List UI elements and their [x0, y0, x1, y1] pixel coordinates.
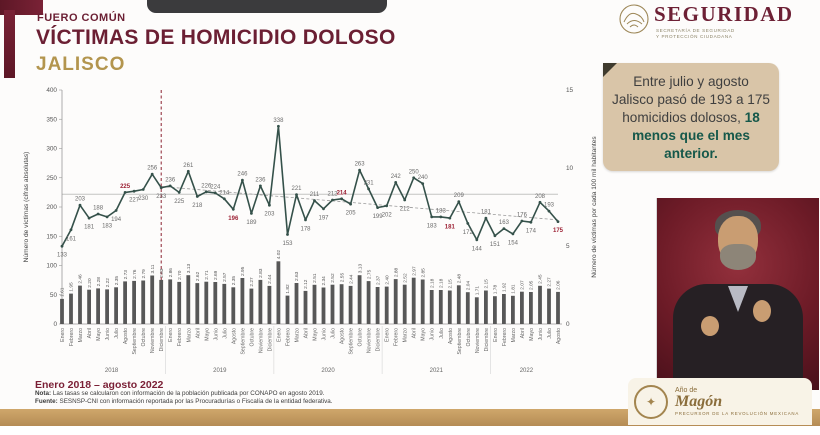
svg-text:199: 199: [372, 214, 383, 221]
svg-text:196: 196: [228, 215, 239, 222]
svg-text:2.57: 2.57: [223, 272, 228, 282]
svg-text:Abril: Abril: [303, 328, 310, 339]
svg-text:Número de víctimas (cifras abs: Número de víctimas (cifras absolutas): [23, 151, 30, 263]
svg-text:Octubre: Octubre: [465, 328, 472, 347]
svg-text:205: 205: [345, 210, 356, 217]
page-title: VÍCTIMAS DE HOMICIDIO DOLOSO: [36, 26, 396, 49]
svg-text:Abril: Abril: [411, 328, 418, 339]
chart-note: Nota: Las tasas se calcularon con información de la población publicada por CONAPO en agosto 2019.: [35, 390, 325, 397]
svg-text:0: 0: [53, 321, 57, 328]
svg-text:208: 208: [534, 193, 546, 200]
bottom-margin: [0, 426, 820, 435]
svg-text:2.83: 2.83: [159, 268, 165, 278]
svg-text:2.71: 2.71: [205, 270, 210, 280]
svg-text:236: 236: [165, 177, 176, 184]
interpreter-hand-right: [753, 300, 771, 322]
emblem-caption: PRECURSOR DE LA REVOLUCIÓN MEXICANA: [675, 410, 800, 416]
svg-text:Febrero: Febrero: [393, 328, 400, 347]
svg-text:194: 194: [111, 217, 122, 223]
svg-text:2.62: 2.62: [196, 271, 201, 282]
svg-text:242: 242: [390, 173, 401, 180]
svg-text:Enero: Enero: [276, 328, 283, 342]
svg-text:Agosto: Agosto: [339, 328, 346, 345]
svg-text:15: 15: [566, 87, 574, 94]
svg-text:172: 172: [462, 229, 473, 236]
svg-text:Febrero: Febrero: [69, 328, 75, 347]
svg-text:2.73: 2.73: [123, 270, 129, 280]
svg-text:2.15: 2.15: [484, 279, 490, 289]
logo-wordmark: SEGURIDAD: [654, 2, 794, 26]
svg-text:226: 226: [201, 183, 212, 190]
svg-text:0: 0: [566, 321, 570, 328]
year-emblem: [628, 378, 812, 425]
svg-text:Mayo: Mayo: [204, 328, 211, 341]
svg-text:Diciembre: Diciembre: [267, 328, 274, 352]
svg-text:181: 181: [444, 224, 455, 231]
svg-text:2.69: 2.69: [214, 270, 219, 280]
svg-text:197: 197: [318, 215, 329, 222]
svg-text:227: 227: [129, 197, 140, 204]
interpreter-hand-left: [701, 316, 719, 336]
svg-text:174: 174: [525, 228, 536, 235]
svg-text:1.71: 1.71: [475, 285, 481, 296]
svg-text:Septiembre: Septiembre: [348, 328, 355, 355]
emblem-seal-icon: ✦: [634, 385, 668, 419]
svg-text:300: 300: [46, 145, 57, 153]
svg-text:218: 218: [192, 203, 203, 209]
emblem-prefix: Año de: [675, 386, 698, 394]
svg-text:Agosto: Agosto: [123, 328, 130, 345]
svg-text:2.83: 2.83: [259, 268, 265, 278]
svg-text:181: 181: [84, 224, 95, 231]
svg-text:Noviembre: Noviembre: [258, 328, 265, 354]
svg-text:Marzo: Marzo: [186, 328, 193, 343]
svg-text:2.15: 2.15: [448, 279, 454, 289]
svg-text:225: 225: [174, 198, 185, 205]
page-subtitle: JALISCO: [36, 54, 126, 75]
svg-text:212: 212: [327, 191, 338, 198]
svg-text:214: 214: [336, 190, 347, 197]
svg-text:261: 261: [183, 162, 194, 169]
svg-text:163: 163: [498, 220, 509, 227]
svg-text:Febrero: Febrero: [177, 328, 184, 347]
svg-text:Marzo: Marzo: [78, 328, 84, 343]
svg-text:188: 188: [93, 205, 104, 212]
svg-text:214: 214: [219, 190, 230, 197]
svg-text:2.44: 2.44: [349, 274, 355, 284]
svg-text:2.85: 2.85: [421, 268, 427, 278]
svg-text:150: 150: [46, 233, 57, 241]
svg-text:2.35: 2.35: [114, 275, 120, 286]
svg-text:2.22: 2.22: [105, 278, 111, 288]
svg-text:2018: 2018: [104, 368, 119, 374]
seguridad-logo: [618, 2, 818, 42]
svg-text:2.04: 2.04: [466, 280, 472, 291]
svg-text:2.45: 2.45: [538, 274, 544, 284]
svg-text:2.34: 2.34: [322, 276, 328, 286]
svg-text:Julio: Julio: [438, 328, 445, 339]
svg-text:1.78: 1.78: [493, 284, 499, 295]
svg-text:3.13: 3.13: [358, 263, 364, 274]
svg-text:176: 176: [516, 212, 527, 219]
svg-text:2.48: 2.48: [457, 273, 463, 284]
svg-text:2.79: 2.79: [141, 269, 147, 279]
svg-text:221: 221: [291, 186, 302, 193]
svg-text:5: 5: [566, 243, 570, 250]
svg-text:2.07: 2.07: [520, 280, 526, 290]
svg-text:230: 230: [138, 196, 149, 202]
svg-text:Septiembre: Septiembre: [132, 328, 139, 355]
svg-text:Noviembre: Noviembre: [150, 328, 157, 354]
svg-text:Noviembre: Noviembre: [474, 328, 481, 354]
svg-text:Julio: Julio: [547, 328, 553, 339]
svg-text:Febrero: Febrero: [501, 328, 508, 347]
svg-text:Enero: Enero: [492, 328, 499, 342]
svg-text:Octubre: Octubre: [357, 328, 364, 347]
svg-text:2.97: 2.97: [412, 266, 418, 276]
svg-text:350: 350: [46, 116, 57, 124]
svg-text:1.61: 1.61: [60, 287, 66, 297]
svg-text:50: 50: [49, 291, 57, 299]
title-accent-bar: [4, 10, 15, 78]
svg-text:3.13: 3.13: [187, 263, 192, 274]
svg-text:246: 246: [237, 171, 248, 178]
callout-text: Entre julio y agosto Jalisco pasó de 193 a 175 homicidios dolosos, 18 menos que el mes anterior.: [612, 74, 770, 161]
svg-text:2.86: 2.86: [168, 268, 174, 278]
svg-text:154: 154: [507, 240, 518, 247]
svg-text:2.95: 2.95: [241, 266, 247, 276]
svg-text:250: 250: [408, 169, 419, 176]
svg-text:Enero: Enero: [384, 328, 391, 342]
svg-text:1.95: 1.95: [69, 282, 75, 292]
svg-text:2.52: 2.52: [331, 273, 337, 283]
svg-text:2.70: 2.70: [177, 270, 183, 280]
svg-text:Octubre: Octubre: [141, 328, 148, 347]
svg-text:183: 183: [426, 223, 437, 230]
svg-text:Julio: Julio: [114, 328, 121, 339]
svg-text:231: 231: [363, 180, 374, 187]
svg-text:2.51: 2.51: [313, 273, 319, 283]
svg-text:Marzo: Marzo: [294, 328, 301, 343]
svg-text:2019: 2019: [213, 368, 227, 374]
svg-text:1.81: 1.81: [511, 284, 517, 294]
svg-text:233: 233: [156, 194, 167, 201]
svg-text:2.35: 2.35: [232, 275, 237, 286]
svg-text:225: 225: [120, 183, 131, 190]
svg-text:2.37: 2.37: [376, 275, 382, 285]
svg-text:2.46: 2.46: [78, 274, 84, 284]
svg-text:2021: 2021: [429, 368, 443, 374]
svg-text:1.92: 1.92: [502, 282, 508, 292]
highlight-callout-card: [603, 63, 779, 171]
svg-text:Marzo: Marzo: [510, 328, 517, 343]
svg-text:263: 263: [354, 161, 365, 168]
svg-text:153: 153: [282, 241, 293, 247]
svg-text:Agosto: Agosto: [556, 328, 562, 345]
svg-text:175: 175: [552, 228, 564, 235]
interpreter-beard: [720, 244, 756, 270]
svg-text:2.20: 2.20: [87, 278, 93, 288]
header-kicker: FUERO COMÚN: [37, 12, 126, 24]
svg-text:2.52: 2.52: [403, 273, 409, 283]
svg-text:Enero: Enero: [168, 328, 175, 342]
svg-text:178: 178: [300, 226, 311, 233]
svg-text:161: 161: [65, 236, 77, 243]
svg-text:189: 189: [246, 219, 257, 226]
svg-text:Enero: Enero: [60, 328, 66, 342]
svg-text:2.40: 2.40: [385, 275, 391, 285]
svg-text:212: 212: [399, 206, 410, 213]
svg-text:2.12: 2.12: [304, 279, 310, 289]
svg-text:2.18: 2.18: [430, 278, 436, 288]
svg-text:Junio: Junio: [429, 328, 436, 341]
svg-text:2022: 2022: [519, 368, 534, 374]
svg-text:Junio: Junio: [321, 328, 328, 341]
svg-text:2.28: 2.28: [96, 277, 102, 287]
svg-text:2.76: 2.76: [132, 269, 138, 279]
emblem-script: Magón: [675, 392, 723, 410]
card-fold-corner: [603, 63, 617, 77]
homicide-chart: [18, 84, 618, 376]
svg-text:Junio: Junio: [105, 328, 112, 341]
svg-text:Agosto: Agosto: [447, 328, 454, 345]
svg-text:Junio: Junio: [538, 328, 544, 341]
svg-text:Mayo: Mayo: [528, 328, 535, 341]
svg-text:256: 256: [147, 165, 158, 172]
svg-text:Noviembre: Noviembre: [366, 328, 373, 354]
svg-text:2020: 2020: [321, 368, 335, 374]
svg-text:Diciembre: Diciembre: [375, 328, 382, 352]
svg-text:2.63: 2.63: [295, 271, 301, 281]
svg-text:151: 151: [489, 242, 500, 249]
svg-text:Abril: Abril: [195, 328, 202, 339]
svg-text:200: 200: [46, 204, 57, 211]
svg-text:2.05: 2.05: [529, 280, 535, 290]
svg-text:211: 211: [309, 192, 320, 199]
svg-text:224: 224: [210, 184, 221, 191]
svg-text:209: 209: [453, 193, 464, 200]
svg-text:133: 133: [56, 252, 68, 259]
svg-text:2.88: 2.88: [394, 267, 400, 278]
svg-text:10: 10: [566, 165, 574, 172]
svg-text:Febrero: Febrero: [285, 328, 292, 347]
svg-text:Marzo: Marzo: [402, 328, 409, 343]
svg-text:181: 181: [480, 209, 491, 216]
svg-text:183: 183: [435, 208, 446, 215]
logo-subtitle: SECRETARÍA DE SEGURIDAD Y PROTECCIÓN CIUDADANA: [656, 28, 735, 40]
svg-text:Agosto: Agosto: [231, 328, 238, 345]
svg-text:Junio: Junio: [213, 328, 220, 341]
svg-text:3.11: 3.11: [150, 264, 156, 274]
svg-text:400: 400: [46, 87, 57, 94]
svg-text:Abril: Abril: [519, 328, 526, 339]
svg-text:338: 338: [273, 117, 284, 124]
svg-text:144: 144: [471, 246, 482, 253]
svg-text:2.18: 2.18: [439, 278, 445, 288]
svg-text:250: 250: [46, 174, 57, 182]
svg-text:Mayo: Mayo: [312, 328, 319, 341]
svg-text:Diciembre: Diciembre: [159, 328, 166, 352]
svg-text:4.02: 4.02: [277, 249, 283, 260]
svg-text:1.82: 1.82: [286, 284, 292, 294]
svg-text:2.06: 2.06: [556, 280, 562, 290]
svg-text:2.27: 2.27: [250, 277, 256, 287]
svg-text:Septiembre: Septiembre: [456, 328, 463, 355]
svg-text:2.27: 2.27: [547, 277, 553, 287]
svg-text:Número de víctimas por cada 10: Número de víctimas por cada 100 mil habitantes: [591, 136, 598, 278]
svg-text:183: 183: [102, 223, 113, 230]
svg-text:Septiembre: Septiembre: [240, 328, 247, 355]
svg-text:202: 202: [381, 212, 392, 219]
svg-text:Abril: Abril: [87, 328, 94, 339]
svg-text:Julio: Julio: [222, 328, 229, 339]
svg-text:Julio: Julio: [330, 328, 337, 339]
svg-text:Octubre: Octubre: [249, 328, 256, 347]
svg-text:Mayo: Mayo: [96, 328, 103, 341]
svg-text:2.55: 2.55: [340, 272, 346, 283]
svg-text:203: 203: [264, 211, 275, 218]
svg-text:2.44: 2.44: [268, 274, 274, 284]
date-range-label: Enero 2018 – agosto 2022: [35, 379, 164, 391]
svg-text:203: 203: [74, 196, 86, 203]
svg-text:Diciembre: Diciembre: [483, 328, 490, 352]
svg-text:193: 193: [543, 202, 555, 209]
chart-source: Fuente: SESNSP-CNI con información reportada por las Procuradurías o Fiscalía de la entidad federativa.: [35, 398, 333, 405]
sign-language-interpreter-video: [656, 198, 819, 390]
top-dark-tab: [147, 0, 387, 13]
svg-text:Mayo: Mayo: [420, 328, 427, 341]
svg-text:236: 236: [255, 177, 266, 184]
svg-text:100: 100: [46, 262, 57, 270]
svg-text:240: 240: [417, 175, 428, 182]
eagle-logo-icon: [618, 23, 650, 40]
svg-text:2.75: 2.75: [367, 269, 373, 280]
